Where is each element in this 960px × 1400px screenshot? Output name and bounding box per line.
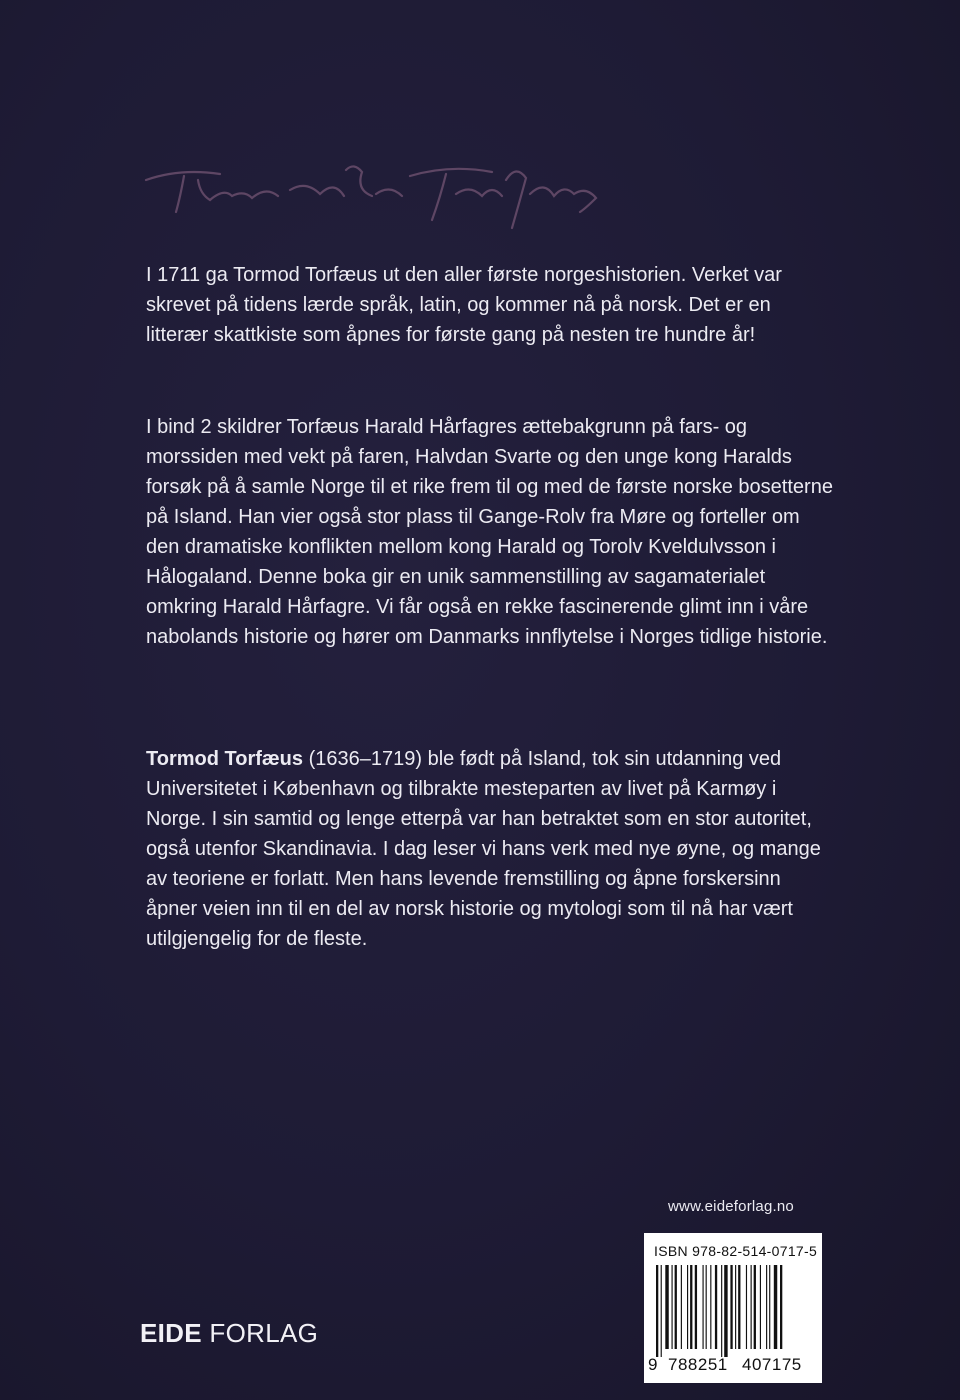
barcode-bar: [695, 1265, 697, 1349]
barcode-bar: [661, 1265, 662, 1357]
barcode-bar: [703, 1265, 704, 1349]
barcode-bar: [706, 1265, 707, 1349]
barcode-digits-left: 788251: [668, 1355, 728, 1374]
barcode-bar: [738, 1265, 740, 1349]
summary-text: I bind 2 skildrer Torfæus Harald Hårfagres ættebakgrunn på fars- og morssiden med vekt på faren, Halvdan Svarte og den unge kong Haralds forsøk på å samle Norge til et rike frem til og med de første norske bosetterne på Island. Han vier også stor plass til Gange-Rolv fra Møre og forteller om den dramatiske konflikten mellom kong Harald og Torolv Kveldulvsson i Hålogaland. Denne boka gir en unik sammenstilling av sagamaterialet omkring Harald Hårfagre. Vi får også en rekke fascinerende glimt inn i våre nabolands historie og hører om Danmarks innflytelse i Norges tidlige historie.: [146, 416, 833, 648]
author-bio: [146, 744, 836, 954]
barcode-bar: [735, 1265, 736, 1349]
barcode-bar: [760, 1265, 761, 1349]
isbn-label: ISBN 978-82-514-0717-5: [654, 1243, 818, 1259]
barcode-bar: [687, 1265, 688, 1349]
barcode-bar: [721, 1265, 722, 1357]
barcode-bar: [724, 1265, 727, 1357]
barcode-bar: [672, 1265, 673, 1349]
author-paragraph: [146, 744, 836, 954]
intro-paragraph: [146, 260, 836, 350]
author-bio-text: (1636–1719) ble født på Island, tok sin utdanning ved Universitetet i København og tilbrakte mesteparten av livet på Karmøy i Norge. I sin samtid og lenge etterpå var han betraktet som en stor autoritet, også utenfor Skandinavia. I dag leser vi hans verk med nye øyne, og mange av teoriene er forlatt. Men hans levende fremstilling og åpne forskersinn åpner veien inn til en del av norsk historie og mytologi som til nå har vært utilgjengelig for de fleste.: [146, 748, 821, 950]
publisher-name-regular: FORLAG: [201, 1318, 319, 1348]
intro-text: I 1711 ga Tormod Torfæus ut den aller første norgeshistorien. Verket var skrevet på tidens lærde språk, latin, og kommer nå på norsk. Det er en litterær skattkiste som åpnes for første gang på nesten tre hundre år!: [146, 264, 782, 346]
barcode-digit-first: 9: [648, 1355, 658, 1374]
isbn-barcode-box: [644, 1233, 822, 1383]
barcode-bar: [780, 1265, 782, 1349]
barcode-bar: [675, 1265, 677, 1349]
barcode-bar: [746, 1265, 747, 1349]
barcode-bar: [656, 1265, 658, 1357]
barcode-bar: [710, 1265, 711, 1349]
author-name: Tormod Torfæus: [146, 748, 304, 770]
barcode-bar: [715, 1265, 717, 1349]
barcode-bar: [690, 1265, 692, 1349]
barcode-digits-right: 407175: [742, 1355, 802, 1374]
publisher-name-bold: EIDE: [140, 1318, 202, 1348]
publisher-logo: [140, 1318, 318, 1349]
barcode-bar: [769, 1265, 770, 1349]
barcode-bar: [754, 1265, 756, 1349]
barcode-bar: [681, 1265, 682, 1349]
barcode-bar: [774, 1265, 777, 1349]
barcode-bar: [665, 1265, 668, 1349]
publisher-website[interactable]: www.eideforlag.no: [668, 1198, 794, 1215]
barcode-bars: [654, 1265, 814, 1357]
barcode-bar: [751, 1265, 752, 1349]
summary-paragraph: [146, 412, 836, 652]
signature-graphic: [140, 150, 610, 230]
barcode-bar: [730, 1265, 732, 1349]
barcode-bar: [766, 1265, 767, 1349]
